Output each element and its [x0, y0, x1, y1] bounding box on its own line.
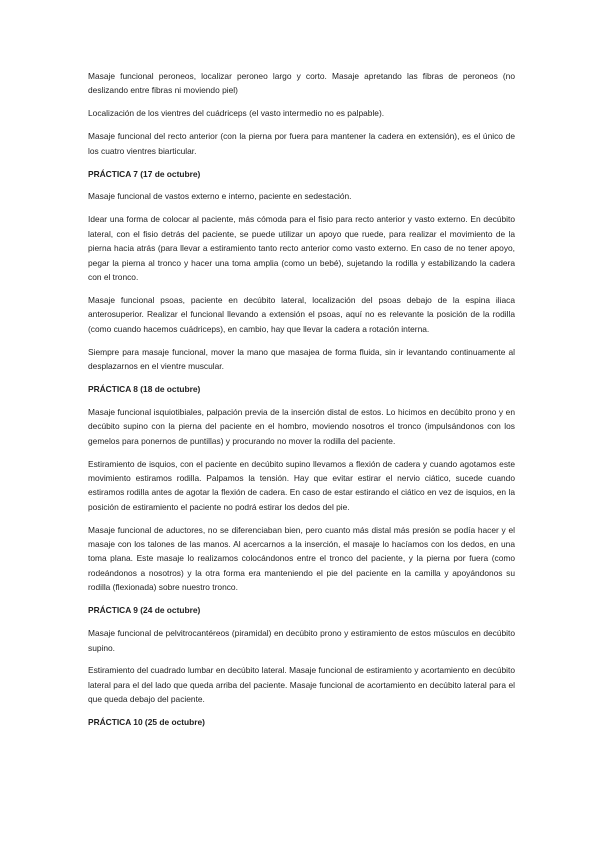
paragraph: Masaje funcional isquiotibiales, palpación previa de la inserción distal de estos. Lo hicimos en decúbito prono y en decúbito supino con la pierna del paciente en el hombro, moviendo nosotros el tronco (impulsándonos con los gemelos para ponernos de puntillas) y procurando no mover la rodilla del paciente. [88, 406, 515, 446]
section-heading: PRÁCTICA 7 (17 de octubre) [88, 168, 201, 179]
paragraph: Masaje funcional del recto anterior (con la pierna por fuera para mantener la cadera en extensión), es el único de los cuatro vientres biarticular. [88, 131, 515, 156]
paragraph: Idear una forma de colocar al paciente, más cómoda para el fisio para recto anterior y vasto externo. En decúbito lateral, con el fisio detrás del paciente, se puede utilizar un apoyo que ruede, para realizar el movimiento de la pierna hacia atrás (para llevar a estiramiento tanto recto anterior como vasto externo. En caso de no tener apoyo, pegar la pierna al tronco y hacer una toma amplia (como un bebé), sujetando la rodilla y estabilizando la cadera con el tronco. [88, 214, 515, 282]
paragraph: Localización de los vientres del cuádriceps (el vasto intermedio no es palpable). [88, 108, 385, 119]
paragraph: Masaje funcional de aductores, no se diferenciaban bien, pero cuanto más distal más presión se podía hacer y el masaje con los talones de las manos. Al acercarnos a la inserción, el masaje lo hacíamos con los dedos, en una toma plana. Este masaje lo realizamos colocándonos entre el tronco del paciente, y la pierna por fuera (como rodeándonos a nosotros) y la otra forma era manteniendo el pie del paciente en la camilla y apoyándonos su rodilla (flexionada) sobre nuestro tronco. [88, 524, 515, 593]
paragraph: Estiramiento del cuadrado lumbar en decúbito lateral. Masaje funcional de estiramiento y acortamiento en decúbito lateral para el del lado que queda arriba del paciente. Masaje funcional de acortamiento en decúbito lateral para el que queda debajo del paciente. [88, 665, 515, 705]
paragraph: Masaje funcional de vastos externo e interno, paciente en sedestación. [88, 191, 352, 202]
document-body [88, 69, 515, 738]
paragraph: Masaje funcional de pelvitrocantéreos (piramidal) en decúbito prono y estiramiento de estos músculos en decúbito supino. [88, 628, 515, 653]
section-heading: PRÁCTICA 10 (25 de octubre) [88, 717, 205, 728]
paragraph: Siempre para masaje funcional, mover la mano que masajea de forma fluida, sin ir levantando continuamente al desplazarnos en el vientre muscular. [88, 346, 515, 371]
paragraph: Masaje funcional psoas, paciente en decúbito lateral, localización del psoas debajo de la espina iliaca anterosuperior. Realizar el funcional llevando a extensión el psoas, aquí no es relevante la posición de la rodilla (como cuando hacemos cuádriceps), en cambio, hay que llevar la cadera a rotación interna. [88, 294, 515, 334]
section-heading: PRÁCTICA 8 (18 de octubre) [88, 383, 201, 394]
section-heading: PRÁCTICA 9 (24 de octubre) [88, 605, 201, 616]
paragraph: Estiramiento de isquios, con el paciente en decúbito supino llevamos a flexión de cadera y cuando agotamos este movimiento estiramos rodilla. Palpamos la tensión. Hay que evitar estirar el nervio ciático, sucede cuando estiramos rodilla antes de agotar la flexión de cadera. En caso de estar estirando el ciático en vez de isquios, en la posición de estiramiento el paciente no podrá estirar los dedos del pie. [88, 458, 515, 512]
paragraph: Masaje funcional peroneos, localizar peroneo largo y corto. Masaje apretando las fibras de peroneos (no deslizando entre fibras ni moviendo piel) [88, 71, 515, 96]
